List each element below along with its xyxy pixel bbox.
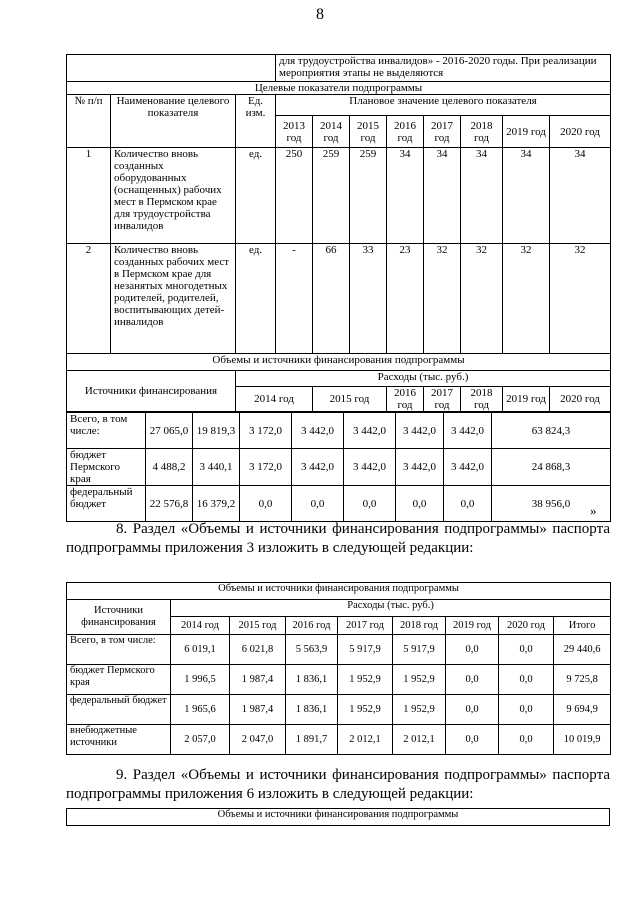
row-value: 34 [424, 148, 461, 244]
table2-row [67, 725, 611, 755]
fin-value: 24 868,3 [492, 449, 611, 486]
table2-value: 2 012,1 [393, 725, 446, 755]
fin-value: 0,0 [240, 486, 292, 522]
fin-year-header: 2019 год [503, 387, 550, 412]
year-header: 2019 год [503, 116, 550, 148]
page-number: 8 [316, 6, 324, 23]
table2-value: 1 952,9 [338, 665, 393, 695]
col-unit-header: Ед. изм. [236, 95, 276, 148]
table2-value: 9 725,8 [554, 665, 611, 695]
fin-value: 0,0 [292, 486, 344, 522]
table2-year-header: 2015 год [230, 617, 286, 635]
fin-value: 22 576,8 [146, 486, 193, 522]
col-name-header: Наименование целевого показателя [111, 95, 236, 148]
row-value: 259 [350, 148, 387, 244]
table2-year-header: 2016 год [286, 617, 338, 635]
table2-row-name: бюджет Пермского края [67, 665, 171, 695]
year-header: 2017 год [424, 116, 461, 148]
row-value: 34 [461, 148, 503, 244]
fin-year-header: 2015 год [313, 387, 387, 412]
row-num: 1 [67, 148, 111, 244]
fin-row [67, 449, 611, 486]
table2-value: 0,0 [446, 635, 499, 665]
fin-value: 3 442,0 [344, 449, 396, 486]
table2-value: 9 694,9 [554, 695, 611, 725]
table2-value: 10 019,9 [554, 725, 611, 755]
table2-value: 2 012,1 [338, 725, 393, 755]
fin-table-3 [66, 808, 610, 826]
row-value: 250 [276, 148, 313, 244]
fin-value: 19 819,3 [193, 413, 240, 449]
table2-year-header: Итого [554, 617, 611, 635]
fin-src-header: Источники финансирования [67, 371, 236, 412]
table2-value: 6 019,1 [171, 635, 230, 665]
table2-value: 1 987,4 [230, 665, 286, 695]
fin-value: 38 956,0 [492, 486, 611, 522]
table2-row-name: Всего, в том числе: [67, 635, 171, 665]
year-header: 2013 год [276, 116, 313, 148]
row-num: 2 [67, 244, 111, 354]
row-value: 66 [313, 244, 350, 354]
fin-value: 3 172,0 [240, 413, 292, 449]
top-text-cell: для трудоустройства инвалидов» - 2016-2020 годы. При реализации мероприятия этапы не выделяются [276, 55, 611, 82]
table2-value: 2 047,0 [230, 725, 286, 755]
row-value: 32 [503, 244, 550, 354]
table2-value: 1 952,9 [393, 665, 446, 695]
table2-value: 1 836,1 [286, 665, 338, 695]
row-value: - [276, 244, 313, 354]
table2-value: 1 987,4 [230, 695, 286, 725]
paragraph-9-text: 9. Раздел «Объемы и источники финансирования подпрограммы» паспорта подпрограммы приложения 6 изложить в следующей редакции: [66, 767, 610, 802]
table2-value: 1 891,7 [286, 725, 338, 755]
year-header: 2016 год [387, 116, 424, 148]
fin-value: 0,0 [444, 486, 492, 522]
fin-value: 3 442,0 [396, 413, 444, 449]
year-header: 2020 год [550, 116, 611, 148]
target-row [67, 244, 611, 354]
fin-value: 3 442,0 [444, 449, 492, 486]
fin-value: 16 379,2 [193, 486, 240, 522]
row-unit: ед. [236, 244, 276, 354]
year-header: 2015 год [350, 116, 387, 148]
row-value: 34 [503, 148, 550, 244]
fin-value: 3 442,0 [444, 413, 492, 449]
row-value: 32 [461, 244, 503, 354]
table2-year-header: 2020 год [499, 617, 554, 635]
table2-row-name: внебюджетные источники [67, 725, 171, 755]
table2-row [67, 635, 611, 665]
row-value: 259 [313, 148, 350, 244]
fin-value: 3 442,0 [292, 413, 344, 449]
targets-header: Целевые показатели подпрограммы [67, 82, 611, 95]
table2-value: 1 952,9 [393, 695, 446, 725]
subprogram-table-continuation [66, 54, 611, 412]
table2-value: 0,0 [499, 635, 554, 665]
fin-value: 3 172,0 [240, 449, 292, 486]
paragraph-8-text: 8. Раздел «Объемы и источники финансирования подпрограммы» паспорта подпрограммы приложения 3 изложить в следующей редакции: [66, 521, 610, 556]
table2-value: 0,0 [446, 665, 499, 695]
table2-value: 1 996,5 [171, 665, 230, 695]
row-value: 32 [550, 244, 611, 354]
table2-value: 0,0 [499, 695, 554, 725]
table2-year-header: 2019 год [446, 617, 499, 635]
table2-value: 1 836,1 [286, 695, 338, 725]
fin-row [67, 486, 611, 522]
table2-value: 5 917,9 [393, 635, 446, 665]
table2-header: Объемы и источники финансирования подпрограммы [67, 583, 611, 600]
row-unit: ед. [236, 148, 276, 244]
table2-value: 0,0 [446, 725, 499, 755]
col-num-header: № п/п [67, 95, 111, 148]
fin-value: 3 442,0 [292, 449, 344, 486]
table2-year-header: 2018 год [393, 617, 446, 635]
col-plan-header: Плановое значение целевого показателя [276, 95, 611, 116]
fin-year-header: 2016 год [387, 387, 424, 412]
fin-value: 63 824,3 [492, 413, 611, 449]
table3-header: Объемы и источники финансирования подпрограммы [67, 809, 610, 826]
row-value: 34 [387, 148, 424, 244]
fin-row-name: бюджет Пермского края [67, 449, 146, 486]
fin-value: 3 440,1 [193, 449, 240, 486]
fin-value: 0,0 [344, 486, 396, 522]
fin-year-header: 2014 год [236, 387, 313, 412]
table2-value: 5 563,9 [286, 635, 338, 665]
target-row [67, 148, 611, 244]
row-value: 33 [350, 244, 387, 354]
row-value: 23 [387, 244, 424, 354]
year-header: 2014 год [313, 116, 350, 148]
table2-row-name: федеральный бюджет [67, 695, 171, 725]
fin-year-header: 2017 год [424, 387, 461, 412]
paragraph-8 [66, 520, 610, 558]
table2-row [67, 665, 611, 695]
fin-year-header: 2020 год [550, 387, 611, 412]
fin-value: 27 065,0 [146, 413, 193, 449]
table2-value: 5 917,9 [338, 635, 393, 665]
table2-value: 2 057,0 [171, 725, 230, 755]
table2-src-header: Источники финансирования [67, 600, 171, 635]
fin-value: 3 442,0 [344, 413, 396, 449]
table2-value: 6 021,8 [230, 635, 286, 665]
table2-value: 1 965,6 [171, 695, 230, 725]
table2-year-header: 2014 год [171, 617, 230, 635]
fin-header: Объемы и источники финансирования подпрограммы [67, 354, 611, 371]
closing-quote: » [590, 503, 597, 518]
fin-table-1 [66, 412, 611, 522]
paragraph-9 [66, 766, 610, 804]
fin-value: 3 442,0 [396, 449, 444, 486]
fin-row-name: федеральный бюджет [67, 486, 146, 522]
table2-value: 0,0 [499, 665, 554, 695]
fin-row [67, 413, 611, 449]
row-value: 34 [550, 148, 611, 244]
fin-exp-header: Расходы (тыс. руб.) [236, 371, 611, 387]
row-value: 32 [424, 244, 461, 354]
fin-value: 0,0 [396, 486, 444, 522]
table2-row [67, 695, 611, 725]
table2-value: 1 952,9 [338, 695, 393, 725]
row-name: Количество вновь созданных рабочих мест в Пермском крае для незанятых многодетных родителей, родителей, воспитывающих детей-инвалидов [111, 244, 236, 354]
year-header: 2018 год [461, 116, 503, 148]
table2-value: 0,0 [446, 695, 499, 725]
fin-row-name: Всего, в том числе: [67, 413, 146, 449]
table2-exp-header: Расходы (тыс. руб.) [171, 600, 611, 617]
fin-year-header: 2018 год [461, 387, 503, 412]
fin-table-2 [66, 582, 611, 755]
fin-value: 4 488,2 [146, 449, 193, 486]
table2-value: 0,0 [499, 725, 554, 755]
table2-value: 29 440,6 [554, 635, 611, 665]
table2-year-header: 2017 год [338, 617, 393, 635]
row-name: Количество вновь созданных оборудованных (оснащенных) рабочих мест в Пермском крае для трудоустройства инвалидов [111, 148, 236, 244]
